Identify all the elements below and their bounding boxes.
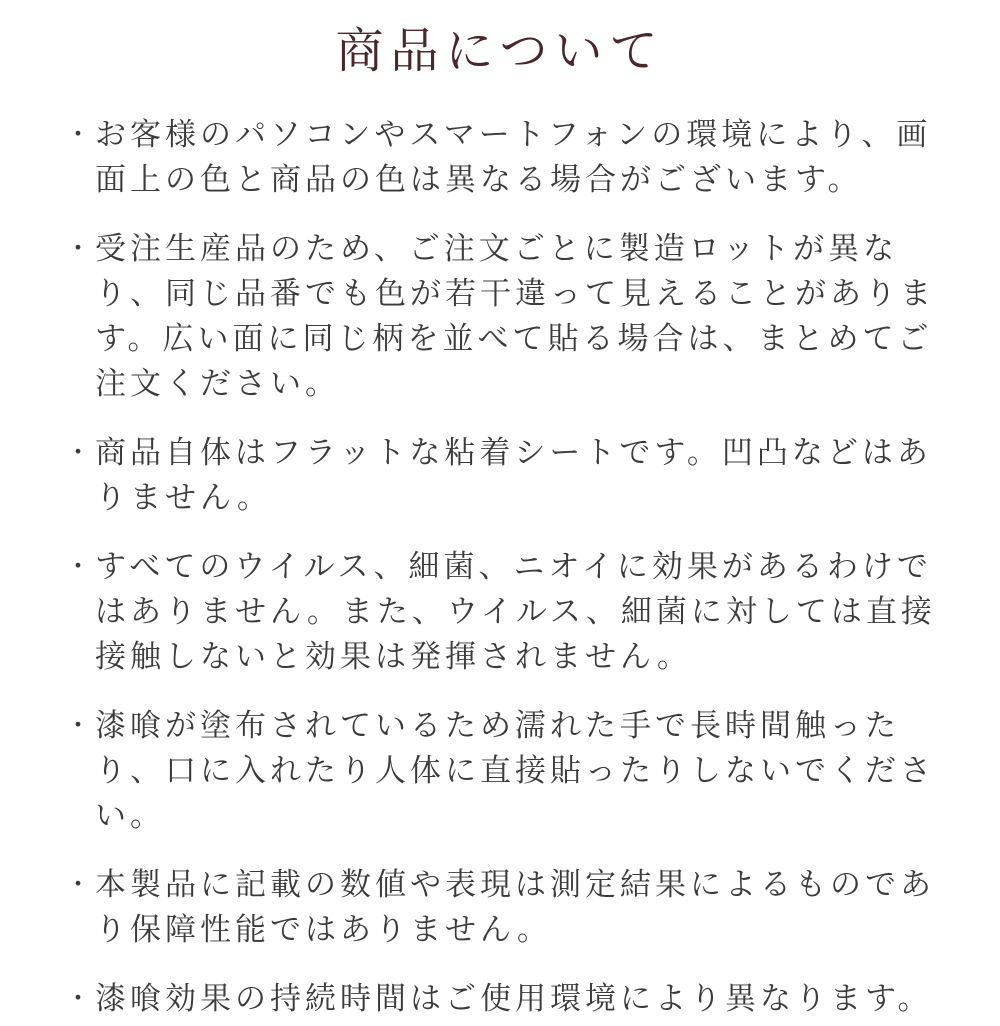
bullet-marker: ・ [65,437,96,467]
note-text: 商品自体はフラットな粘着シートです。凹凸などはありません。 [95,435,932,515]
product-info-page [0,26,1000,1026]
note-text: 漆喰効果の持続時間はご使用環境により異なります。 [95,981,933,1016]
note-text: すべてのウイルス、細菌、ニオイに効果があるわけではありません。また、ウイルス、細菌に対しては直接接触しないと効果は発揮されません。 [95,549,936,674]
page-title: 商品について [335,25,665,78]
note-plaster-handling-warning [65,703,938,838]
note-virus-effect-limitation [65,544,938,679]
bullet-marker: ・ [65,551,96,581]
note-text: 本製品に記載の数値や表現は測定結果によるものであり保障性能ではありません。 [95,867,935,947]
note-measured-values-disclaimer [65,862,938,952]
bullet-marker: ・ [65,710,96,740]
note-flat-adhesive-sheet [65,430,938,520]
note-text: 受注生産品のため、ご注文ごとに製造ロットが異なり、同じ品番でも色が若干違って見えることがあります。広い面に同じ柄を並べて貼る場合は、まとめてご注文ください。 [95,231,935,401]
note-color-difference [65,112,938,202]
note-text: 漆喰が塗布されているため濡れた手で長時間触ったり、口に入れたり人体に直接貼ったりしないでください。 [95,708,935,833]
product-notes-list [65,112,938,1021]
bullet-marker: ・ [65,869,96,899]
bullet-marker: ・ [65,233,96,263]
bullet-marker: ・ [65,983,96,1013]
bullet-marker: ・ [65,119,96,149]
note-made-to-order-lot [65,226,938,406]
note-text: お客様のパソコンやスマートフォンの環境により、画面上の色と商品の色は異なる場合がございます。 [95,117,932,197]
note-effect-duration [65,976,938,1021]
